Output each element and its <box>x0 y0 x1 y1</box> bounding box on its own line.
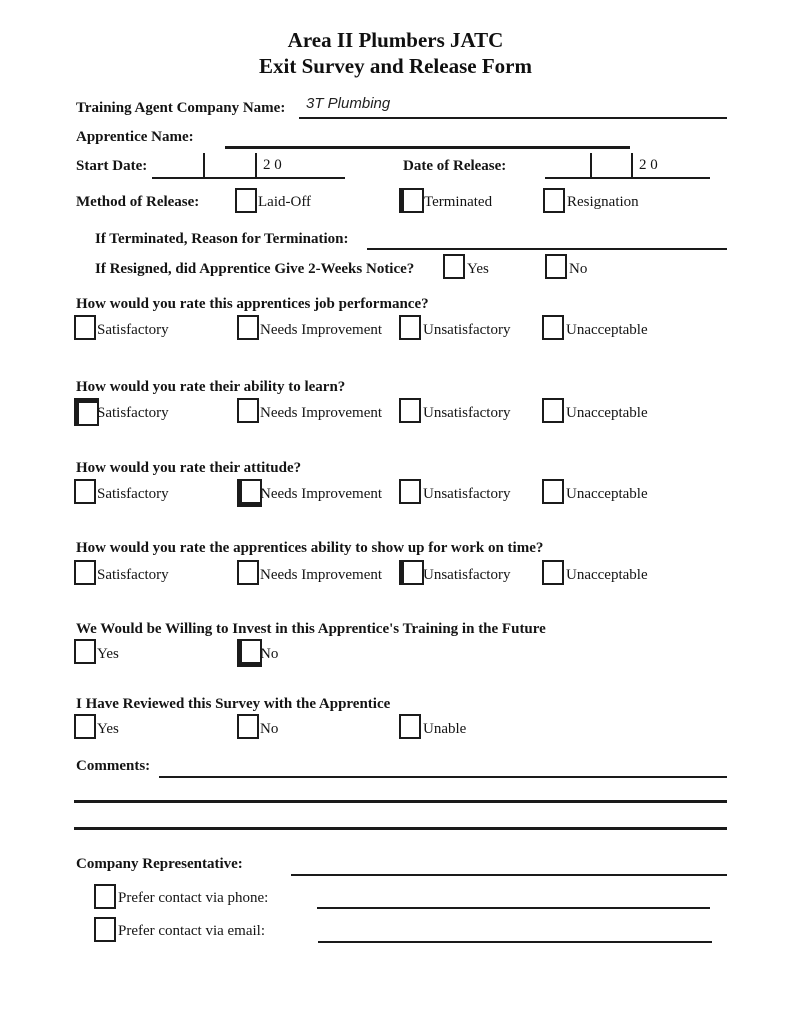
checkbox-q3-satisfactory[interactable] <box>74 479 96 504</box>
label-q3-satisfactory: Satisfactory <box>97 486 169 502</box>
label-notice-no: No <box>569 261 588 277</box>
label-contact-email: Prefer contact via email: <box>118 923 266 939</box>
checkbox-q2-unacceptable[interactable] <box>542 398 564 423</box>
label-invest-yes: Yes <box>97 646 119 662</box>
termination-reason-label: If Terminated, Reason for Termination: <box>95 231 349 247</box>
method-of-release-label: Method of Release: <box>76 194 200 210</box>
training-agent-label: Training Agent Company Name: <box>76 100 286 116</box>
checkbox-q2-satisfactory[interactable] <box>74 398 99 426</box>
checkbox-q4-unacceptable[interactable] <box>542 560 564 585</box>
date-separator <box>203 153 205 177</box>
label-reviewed-yes: Yes <box>97 721 119 737</box>
checkbox-q1-unacceptable[interactable] <box>542 315 564 340</box>
checkbox-invest-no[interactable] <box>237 639 262 667</box>
label-q4-unsatisfactory: Unsatisfactory <box>423 567 511 583</box>
label-q2-satisfactory: Satisfactory <box>97 405 169 421</box>
statement-invest: We Would be Willing to Invest in this Apprentice's Training in the Future <box>76 621 546 637</box>
email-input-line[interactable] <box>318 941 712 943</box>
comments-input-line-3[interactable] <box>74 827 727 830</box>
label-q3-unsatisfactory: Unsatisfactory <box>423 486 511 502</box>
checkbox-q3-needs-improvement[interactable] <box>237 479 262 507</box>
label-terminated: Terminated <box>424 194 493 210</box>
label-contact-phone: Prefer contact via phone: <box>118 890 269 906</box>
company-rep-label: Company Representative: <box>76 856 243 872</box>
label-q1-needs-improvement: Needs Improvement <box>260 322 383 338</box>
label-q2-unacceptable: Unacceptable <box>566 405 648 421</box>
date-separator <box>590 153 592 177</box>
comments-input-line-1[interactable] <box>159 776 727 778</box>
start-date-input-line[interactable] <box>152 177 345 179</box>
checkbox-notice-yes[interactable] <box>443 254 465 279</box>
label-q3-unacceptable: Unacceptable <box>566 486 648 502</box>
question-job-performance: How would you rate this apprentices job performance? <box>76 296 429 312</box>
label-reviewed-no: No <box>260 721 279 737</box>
label-q3-needs-improvement: Needs Improvement <box>260 486 383 502</box>
label-q1-unacceptable: Unacceptable <box>566 322 648 338</box>
release-date-input-line[interactable] <box>545 177 710 179</box>
release-date-century: 2 0 <box>639 157 658 173</box>
label-q2-needs-improvement: Needs Improvement <box>260 405 383 421</box>
start-date-label: Start Date: <box>76 158 148 174</box>
label-q4-satisfactory: Satisfactory <box>97 567 169 583</box>
form-title-line1: Area II Plumbers JATC <box>287 28 504 52</box>
checkbox-laid-off[interactable] <box>235 188 257 213</box>
label-reviewed-unable: Unable <box>423 721 467 737</box>
checkbox-q4-satisfactory[interactable] <box>74 560 96 585</box>
start-date-century: 2 0 <box>263 157 282 173</box>
label-resignation: Resignation <box>567 194 639 210</box>
termination-reason-input-line[interactable] <box>367 248 727 250</box>
date-separator <box>631 153 633 177</box>
checkbox-terminated[interactable] <box>399 188 424 213</box>
checkbox-q2-unsatisfactory[interactable] <box>399 398 421 423</box>
question-ability-to-learn: How would you rate their ability to learn? <box>76 379 346 395</box>
checkbox-q3-unsatisfactory[interactable] <box>399 479 421 504</box>
label-q1-satisfactory: Satisfactory <box>97 322 169 338</box>
label-q2-unsatisfactory: Unsatisfactory <box>423 405 511 421</box>
checkbox-resignation[interactable] <box>543 188 565 213</box>
label-invest-no: No <box>260 646 279 662</box>
company-rep-input-line[interactable] <box>291 874 727 876</box>
training-agent-input-line[interactable] <box>299 117 727 119</box>
label-q4-needs-improvement: Needs Improvement <box>260 567 383 583</box>
checkbox-q2-needs-improvement[interactable] <box>237 398 259 423</box>
checkbox-q1-unsatisfactory[interactable] <box>399 315 421 340</box>
checkbox-reviewed-no[interactable] <box>237 714 259 739</box>
phone-input-line[interactable] <box>317 907 710 909</box>
checkbox-contact-email[interactable] <box>94 917 116 942</box>
checkbox-invest-yes[interactable] <box>74 639 96 664</box>
two-weeks-notice-label: If Resigned, did Apprentice Give 2-Weeks Notice? <box>95 261 415 277</box>
checkbox-q3-unacceptable[interactable] <box>542 479 564 504</box>
question-attitude: How would you rate their attitude? <box>76 460 302 476</box>
release-date-label: Date of Release: <box>403 158 507 174</box>
comments-input-line-2[interactable] <box>74 800 727 803</box>
label-laid-off: Laid-Off <box>258 194 312 210</box>
checkbox-q1-needs-improvement[interactable] <box>237 315 259 340</box>
apprentice-name-label: Apprentice Name: <box>76 129 194 145</box>
apprentice-name-input-line[interactable] <box>225 146 630 149</box>
checkbox-reviewed-yes[interactable] <box>74 714 96 739</box>
label-q1-unsatisfactory: Unsatisfactory <box>423 322 511 338</box>
checkbox-contact-phone[interactable] <box>94 884 116 909</box>
checkbox-reviewed-unable[interactable] <box>399 714 421 739</box>
label-q4-unacceptable: Unacceptable <box>566 567 648 583</box>
question-on-time: How would you rate the apprentices ability to show up for work on time? <box>76 540 544 556</box>
checkbox-q4-needs-improvement[interactable] <box>237 560 259 585</box>
checkbox-q4-unsatisfactory[interactable] <box>399 560 424 585</box>
training-agent-value: 3T Plumbing <box>306 95 391 112</box>
form-title-line2: Exit Survey and Release Form <box>259 54 532 78</box>
label-notice-yes: Yes <box>467 261 489 277</box>
statement-reviewed: I Have Reviewed this Survey with the Apprentice <box>76 696 391 712</box>
checkbox-notice-no[interactable] <box>545 254 567 279</box>
date-separator <box>255 153 257 177</box>
checkbox-q1-satisfactory[interactable] <box>74 315 96 340</box>
comments-label: Comments: <box>76 758 151 774</box>
